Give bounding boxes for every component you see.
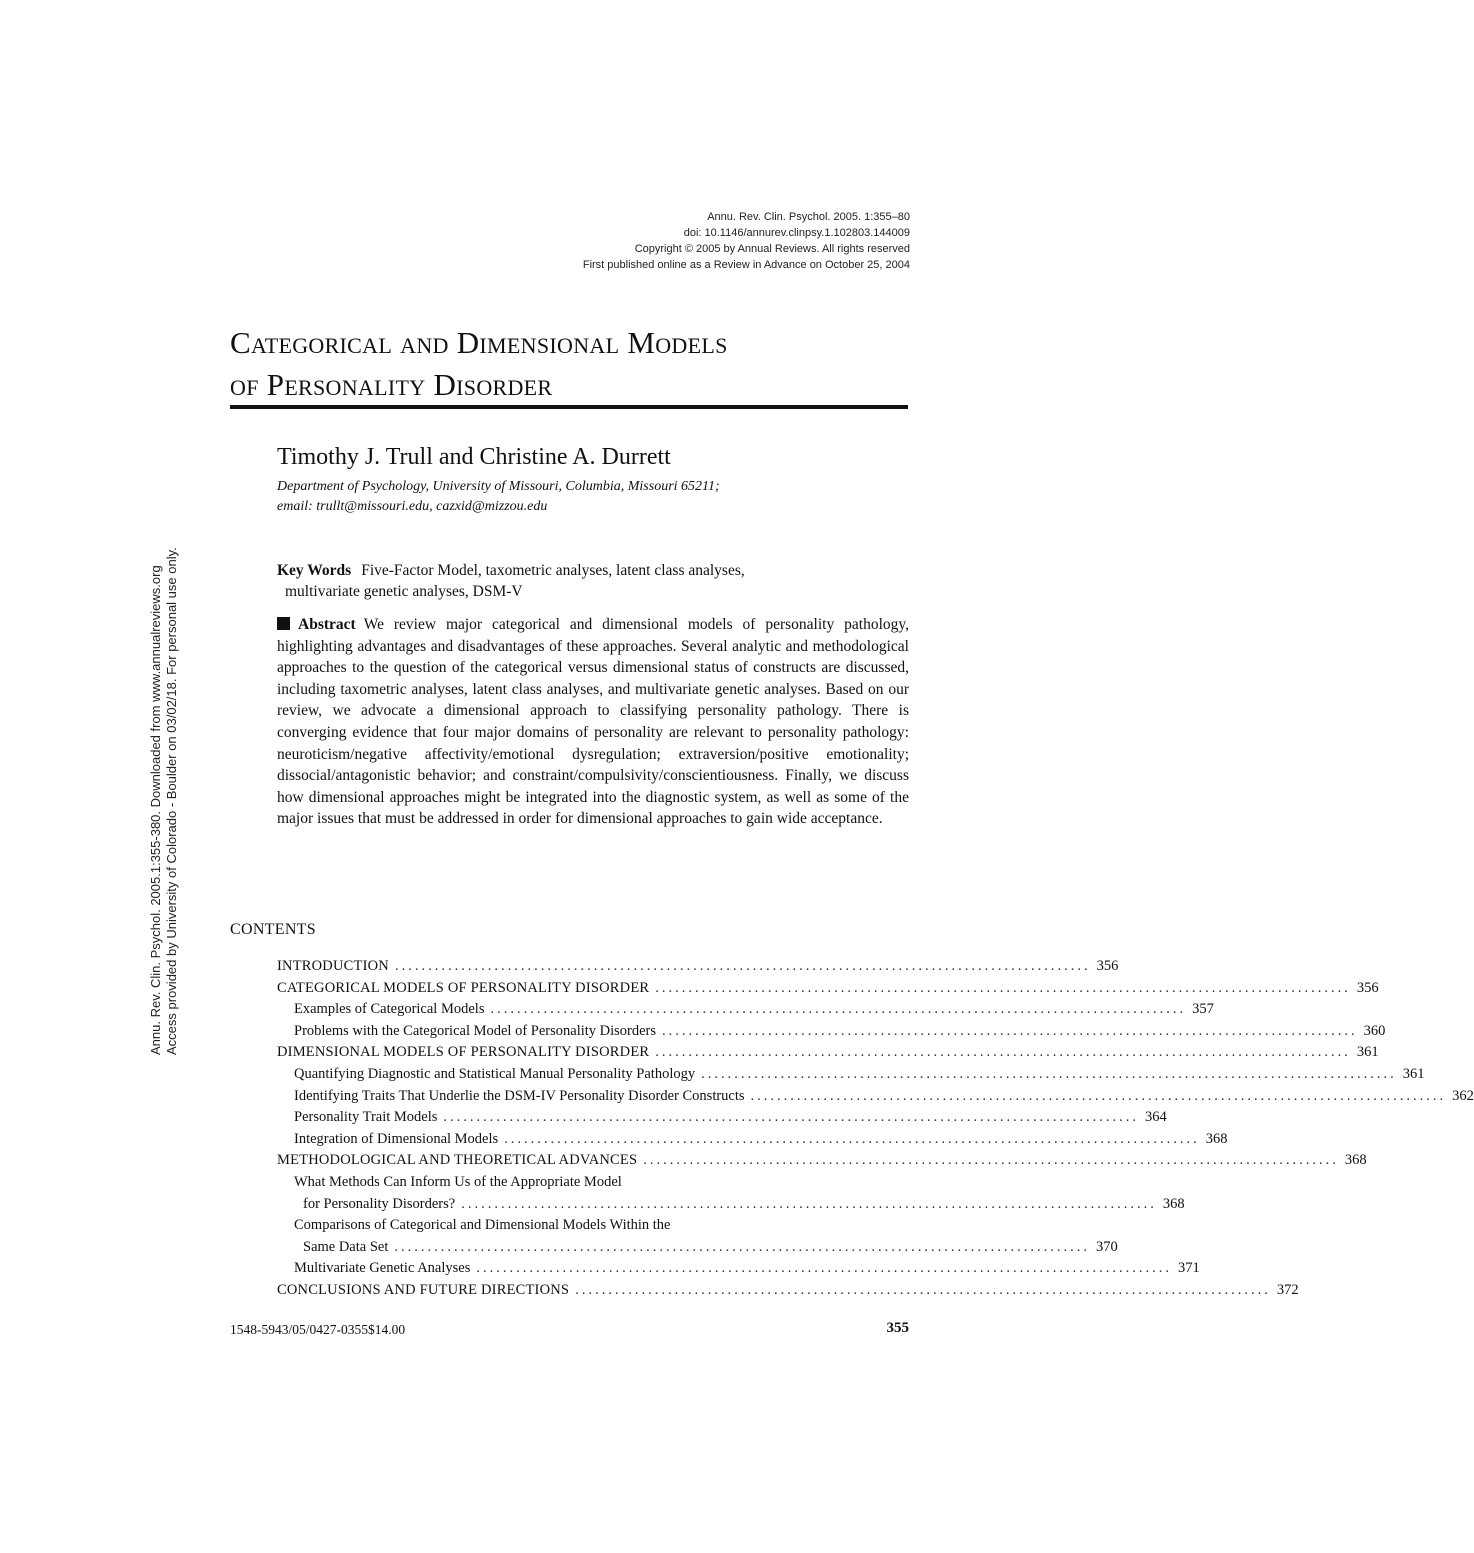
toc-entry-page: 368 [1344, 1152, 1367, 1169]
toc-entry-page: 357 [1192, 1001, 1214, 1018]
toc-entry-page: 356 [1356, 979, 1379, 996]
toc-entry[interactable] [277, 1215, 909, 1237]
affiliation [277, 477, 897, 517]
toc-entry[interactable] [277, 1172, 909, 1194]
keywords [277, 560, 909, 602]
toc-entry-page: 364 [1145, 1109, 1167, 1126]
toc-entry-title: Comparisons of Categorical and Dimensional Models Within the [294, 1217, 671, 1234]
toc-entry[interactable] [277, 1258, 1200, 1280]
toc-leader: ......................................................................................................... [504, 1130, 1200, 1147]
keywords-line-2: multivariate genetic analyses, DSM-V [285, 583, 523, 600]
title-line-1: Categorical and Dimensional Models [230, 325, 728, 360]
toc-entry[interactable] [277, 1237, 1118, 1259]
toc-entry-title: What Methods Can Inform Us of the Appropriate Model [294, 1173, 622, 1190]
keywords-line-1: Five-Factor Model, taxometric analyses, latent class analyses, [361, 562, 745, 579]
abstract-text: We review major categorical and dimensional models of personality pathology, highlighting advantages and disadvantages of these approaches. Several analytic and methodological approaches to the question of the categorical versus dimensional status of constructs are discussed, including taxometric analyses, latent class analyses, and multivariate genetic analyses. Based on our review, we advocate a dimensional approach to classifying personality pathology. There is converging evidence that four major domains of personality are relevant to personality pathology: neuroticism/negative affectivity/emotional dysregulation; extraversion/positive emotionality; dissocial/antagonistic behavior; and constraint/compulsivity/conscientiousness. Finally, we discuss how dimensional approaches might be integrated into the diagnostic system, as well as some of the major issues that must be addressed in order for dimensional approaches to gain wide acceptance. [277, 616, 909, 828]
toc-entry-title: METHODOLOGICAL AND THEORETICAL ADVANCES [277, 1152, 638, 1169]
toc-entry[interactable] [277, 999, 1214, 1021]
toc-leader: ......................................................................................................... [655, 979, 1351, 996]
keywords-label: Key Words [277, 562, 352, 579]
title-rule [230, 405, 908, 409]
toc-leader: ......................................................................................................... [461, 1195, 1157, 1212]
toc-entry-title: CATEGORICAL MODELS OF PERSONALITY DISORDER [277, 979, 650, 996]
copyright: Copyright © 2005 by Annual Reviews. All rights reserved [634, 243, 910, 255]
toc-entry-title: for Personality Disorders? [303, 1195, 456, 1212]
toc-entry[interactable] [277, 978, 1379, 1000]
toc-entry-title: Quantifying Diagnostic and Statistical Manual Personality Pathology [294, 1065, 696, 1082]
table-of-contents [277, 956, 1474, 1302]
toc-entry[interactable] [277, 1086, 1474, 1108]
page-number: 355 [886, 1320, 909, 1336]
download-notice-line-2: Access provided by University of Colorado - Boulder on 03/02/18. For personal use only. [164, 547, 179, 1055]
toc-leader: ......................................................................................................... [394, 958, 1091, 974]
authors: Timothy J. Trull and Christine A. Durrett [277, 444, 671, 470]
affiliation-email: email: trullt@missouri.edu, cazxid@mizzou.edu [277, 499, 548, 514]
abstract-bullet-icon [277, 617, 290, 630]
toc-entry[interactable] [277, 1150, 1367, 1172]
toc-entry[interactable] [277, 1280, 1299, 1302]
toc-entry-page: 362 [1452, 1087, 1474, 1104]
toc-entry-title: Examples of Categorical Models [294, 1001, 485, 1018]
article-title [230, 322, 910, 406]
toc-entry-page: 368 [1205, 1130, 1228, 1147]
toc-entry-title: DIMENSIONAL MODELS OF PERSONALITY DISORDER [277, 1044, 650, 1061]
download-notice [148, 495, 180, 1055]
journal-citation: Annu. Rev. Clin. Psychol. 2005. 1:355–80 [707, 211, 910, 223]
toc-entry-page: 360 [1363, 1022, 1386, 1039]
toc-entry[interactable] [277, 1064, 1425, 1086]
citation-block [583, 209, 910, 273]
toc-entry-page: 356 [1096, 958, 1119, 974]
toc-entry-page: 372 [1276, 1281, 1299, 1298]
publication-note: First published online as a Review in Advance on October 25, 2004 [582, 259, 910, 271]
toc-leader: ......................................................................................................... [443, 1109, 1140, 1126]
title-line-2: of Personality Disorder [230, 367, 553, 402]
toc-entry[interactable] [277, 1129, 1228, 1151]
toc-entry[interactable] [277, 1107, 1167, 1129]
toc-entry-page: 370 [1096, 1238, 1118, 1255]
toc-entry-title: Integration of Dimensional Models [294, 1130, 499, 1147]
toc-entry-title: Personality Trait Models [294, 1109, 438, 1126]
abstract-label: Abstract [298, 616, 356, 633]
toc-entry-page: 368 [1162, 1195, 1185, 1212]
download-notice-line-1: Annu. Rev. Clin. Psychol. 2005.1:355-380. Downloaded from www.annualreviews.org [148, 565, 163, 1055]
contents-heading: CONTENTS [230, 921, 316, 938]
toc-leader: ......................................................................................................... [575, 1281, 1271, 1298]
affiliation-department: Department of Psychology, University of Missouri, Columbia, Missouri 65211; [277, 479, 720, 494]
toc-entry-title: Identifying Traits That Underlie the DSM-IV Personality Disorder Constructs [294, 1087, 745, 1104]
toc-entry[interactable] [277, 1194, 1185, 1216]
toc-leader: ......................................................................................................... [394, 1238, 1090, 1255]
toc-entry-page: 371 [1178, 1260, 1200, 1277]
toc-leader: ......................................................................................................... [490, 1001, 1187, 1018]
toc-leader: ......................................................................................................... [476, 1260, 1172, 1277]
footer-code: 1548-5943/05/0427-0355$14.00 [230, 1322, 406, 1337]
toc-entry-page: 361 [1356, 1044, 1379, 1061]
toc-entry-page: 361 [1402, 1065, 1425, 1082]
toc-entry-title: Same Data Set [303, 1238, 389, 1255]
toc-entry-title: Multivariate Genetic Analyses [294, 1260, 471, 1277]
toc-entry[interactable] [277, 956, 1119, 978]
doi: doi: 10.1146/annurev.clinpsy.1.102803.144009 [683, 227, 910, 239]
toc-entry[interactable] [277, 1042, 1379, 1064]
toc-entry[interactable] [277, 1021, 1386, 1043]
abstract [277, 614, 909, 830]
toc-leader: ......................................................................................................... [750, 1087, 1447, 1104]
toc-entry-title: INTRODUCTION [277, 958, 389, 974]
toc-entry-title: Problems with the Categorical Model of Personality Disorders [294, 1022, 657, 1039]
toc-leader: ......................................................................................................... [655, 1044, 1351, 1061]
toc-entry-title: CONCLUSIONS AND FUTURE DIRECTIONS [277, 1281, 570, 1298]
toc-leader: ......................................................................................................... [662, 1022, 1358, 1039]
toc-leader: ......................................................................................................... [701, 1065, 1397, 1082]
toc-leader: ......................................................................................................... [643, 1152, 1339, 1169]
